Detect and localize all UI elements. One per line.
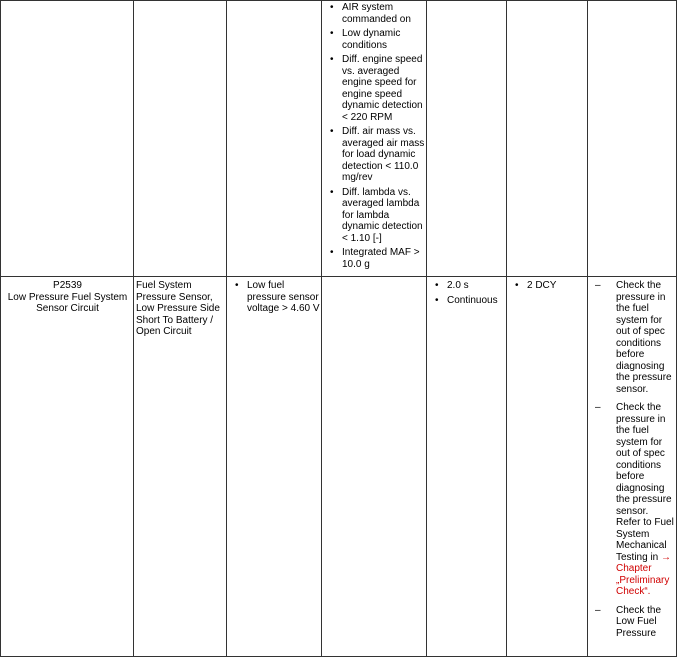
list-item	[590, 605, 675, 640]
table-row	[1, 1, 677, 277]
action-text: Check the Low Fuel Pressure	[616, 604, 662, 639]
mil-cell	[507, 277, 588, 657]
action-text: Check the pressure in the fuel system for out of spec conditions before diagnosing the pressure sensor.	[616, 280, 672, 395]
description-cell	[134, 277, 227, 657]
enable-conditions-cell	[322, 277, 427, 657]
actions-list	[590, 280, 675, 639]
malfunction-list	[229, 280, 320, 315]
list-item: • Diff. air mass vs. averaged air mass for load dynamic detection < 110.0 mg/rev	[324, 126, 425, 184]
list-item: • Low fuel pressure sensor voltage > 4.60 V	[229, 280, 320, 315]
table-row	[1, 277, 677, 657]
chapter-link[interactable]: → Chapter „Preliminary Check“.	[616, 551, 672, 597]
list-item: • Low dynamic conditions	[324, 28, 425, 51]
actions-cell	[588, 277, 677, 657]
description-cell	[134, 1, 227, 277]
time-required-list	[429, 280, 505, 306]
list-item: • Diff. lambda vs. averaged lambda for lambda dynamic detection < 1.10 [-]	[324, 187, 425, 245]
list-item: • 2 DCY	[509, 280, 586, 292]
list-item: • AIR system commanded on	[324, 2, 425, 25]
dtc-code: P2539	[53, 280, 82, 291]
dtc-cell	[1, 277, 134, 657]
description-text: Fuel System Pressure Sensor, Low Pressure Side Short To Battery / Open Circuit	[136, 280, 220, 337]
list-item: • Diff. engine speed vs. averaged engine speed for engine speed dynamic detection < 220 RPM	[324, 54, 425, 123]
list-item: • Continuous	[429, 295, 505, 307]
list-item: • 2.0 s	[429, 280, 505, 292]
action-text: Check the pressure in the fuel system for out of spec conditions before diagnosing the pressure sensor. Refer to Fuel System Mechanical Testing in	[616, 402, 674, 563]
malfunction-cell	[227, 1, 322, 277]
dtc-cell	[1, 1, 134, 277]
time-required-cell	[427, 277, 507, 657]
list-item: • Integrated MAF > 10.0 g	[324, 247, 425, 270]
list-item	[590, 402, 675, 598]
dtc-name: Low Pressure Fuel System Sensor Circuit	[7, 291, 128, 314]
time-required-cell	[427, 1, 507, 277]
mil-cell	[507, 1, 588, 277]
actions-cell	[588, 1, 677, 277]
mil-list	[509, 280, 586, 292]
malfunction-cell	[227, 277, 322, 657]
enable-conditions-cell	[322, 1, 427, 277]
enable-conditions-list	[324, 2, 425, 270]
list-item	[590, 280, 675, 395]
